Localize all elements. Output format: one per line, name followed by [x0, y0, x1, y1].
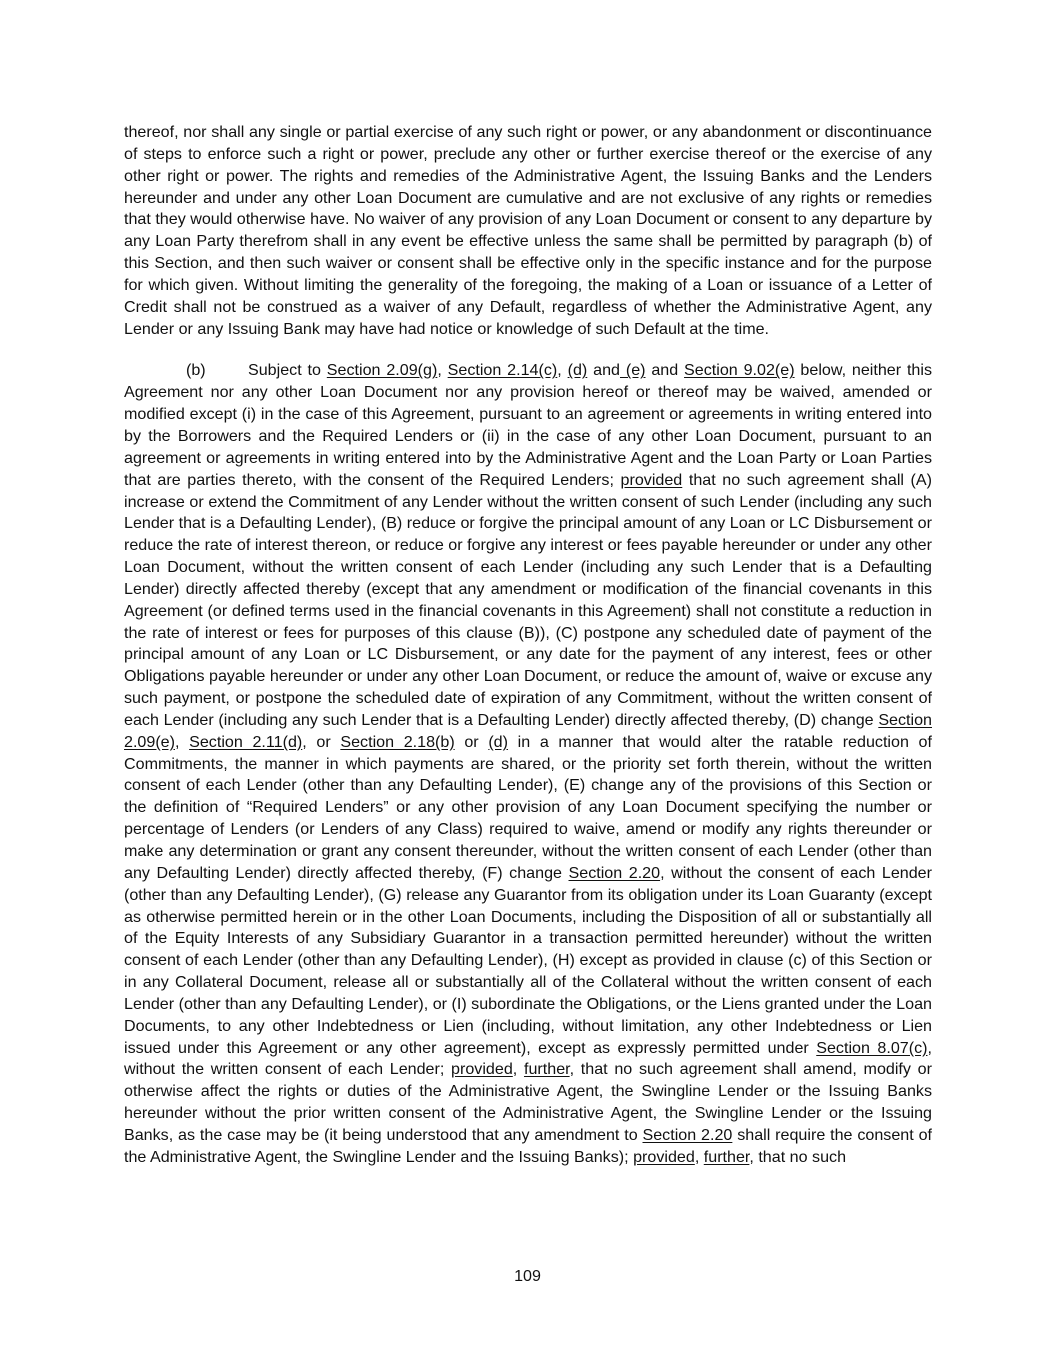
section-reference: Section 2.14(c): [447, 361, 558, 380]
section-reference: (d): [488, 732, 508, 751]
section-reference: Section 2.09(g): [326, 361, 438, 380]
text-run: , without the written consent of each Lender;: [124, 1038, 932, 1079]
text-run: Subject to: [248, 361, 327, 380]
proviso-term: provided: [620, 470, 683, 489]
text-run: ,: [175, 732, 190, 751]
proviso-term: provided: [633, 1147, 695, 1166]
section-reference: Section 2.18(b): [340, 732, 455, 751]
paragraph-number: (b): [186, 361, 206, 380]
text-run: , without the consent of each Lender (other than any Defaulting Lender), (G) release any Guarantor from its obligation under its Loan Guaranty (except as otherwise permitted herein or in the other Loan Documents, including the Disposition of all or substantially all of the Equity Interests of any Subsidiary Guarantor in a transaction permitted hereunder) without the written consent of each Lender (other than any Defaulting Lender), (H) except as provided in clause (c) of this Section or in any Collateral Document, release all or substantially all of the Collateral without the written consent of each Lender (other than any Defaulting Lender), or (I) subordinate the Obligations, or the Liens granted under the Loan Documents, to any other Indebtedness or Lien (including, without limitation, any other Indebtedness or Lien issued under this Agreement or any other agreement), except as expressly permitted under: [124, 863, 932, 1057]
section-reference: Section 2.09(e): [124, 710, 932, 751]
text-run: and: [587, 361, 620, 380]
text-run: or: [454, 732, 489, 751]
page-number: 109: [514, 1267, 541, 1285]
section-reference: Section 2.11(d): [189, 732, 303, 751]
text-run: ,: [512, 1060, 524, 1079]
document-page: [124, 122, 932, 1169]
section-reference: Section 8.07(c): [816, 1038, 928, 1057]
proviso-term: further: [703, 1147, 750, 1166]
proviso-term: further: [523, 1060, 570, 1079]
text-run: shall require the consent of the Administrative Agent, the Swingline Lender and the Issuing Banks);: [124, 1125, 932, 1166]
section-reference: Section 2.20: [568, 863, 661, 882]
section-reference: (e): [619, 361, 646, 380]
text-run: in a manner that would alter the ratable reduction of Commitments, the manner in which payments are shared, or the priority set forth therein, without the written consent of each Lender (other than any Defaulting Lender), (E) change any of the provisions of this Section or the definition of “Required Lenders” or any other provision of any Loan Document specifying the number or percentage of Lenders (or Lenders of any Class) required to waive, amend or modify any rights thereunder or make any determination or grant any consent thereunder, without the written consent of each Lender (other than any Defaulting Lender) directly affected thereby, (F) change: [124, 732, 932, 882]
text-run: , that no such agreement shall amend, modify or otherwise affect the rights or duties of the Administrative Agent, the Swingline Lender or the Issuing Banks hereunder without the prior written consent of the Administrative Agent, the Swingline Lender or the Issuing Banks, as the case may be (it being understood that any amendment to: [124, 1060, 932, 1144]
section-reference: (d): [567, 361, 588, 380]
text-run: ,: [437, 361, 448, 380]
text-run: , or: [302, 732, 341, 751]
text-run: ,: [557, 361, 568, 380]
proviso-term: provided: [451, 1060, 513, 1079]
text-run: , that no such: [749, 1147, 847, 1166]
section-reference: Section 2.20: [642, 1125, 733, 1144]
paragraph-a-continued: thereof, nor shall any single or partial exercise of any such right or power, or any abandonment or discontinuance of steps to enforce such a right or power, preclude any other or further exercise thereof or the exercise of any other right or power. The rights and remedies of the Administrative Agent, the Issuing Banks and the Lenders hereunder and under any other Loan Document are cumulative and are not exclusive of any rights or remedies that they would otherwise have. No waiver of any provision of any Loan Document or consent to any departure by any Loan Party therefrom shall in any event be effective unless the same shall be permitted by paragraph (b) of this Section, and then such waiver or consent shall be effective only in the specific instance and for the purpose for which given. Without limiting the generality of the foregoing, the making of a Loan or issuance of a Letter of Credit shall not be construed as a waiver of any Default, regardless of whether the Administrative Agent, any Lender or any Issuing Bank may have had notice or knowledge of such Default at the time.: [124, 123, 932, 338]
text-run: and: [645, 361, 685, 380]
text-run: below, neither this Agreement nor any other Loan Document nor any provision hereof or thereof may be waived, amended or modified except (i) in the case of this Agreement, pursuant to an agreement or agreements in writing entered into by the Borrowers and the Required Lenders or (ii) in the case of any other Loan Document, pursuant to an agreement or agreements in writing entered into by the Administrative Agent and the Loan Party or Loan Parties that are parties thereto, with the consent of the Required Lenders;: [124, 361, 932, 489]
text-run: ,: [694, 1147, 704, 1166]
text-run: that no such agreement shall (A) increase or extend the Commitment of any Lender without the written consent of such Lender (including any such Lender that is a Defaulting Lender), (B) reduce or forgive the principal amount of any Loan or LC Disbursement or reduce the rate of interest thereon, or reduce or forgive any interest or fees payable hereunder or under any other Loan Document, without the written consent of each Lender (including any such Lender that is a Defaulting Lender) directly affected thereby (except that any amendment or modification of the financial covenants in this Agreement (or defined terms used in the financial covenants in this Agreement) shall not constitute a reduction in the rate of interest or fees for purposes of this clause (B)), (C) postpone any scheduled date of payment of the principal amount of any Loan or LC Disbursement, or any date for the payment of any interest, fees or other Obligations payable hereunder or under any other Loan Document, or reduce the amount of, waive or excuse any such payment, or postpone the scheduled date of expiration of any Commitment, without the written consent of each Lender (including any such Lender that is a Defaulting Lender) directly affected thereby, (D) change: [124, 470, 933, 729]
section-reference: Section 9.02(e): [684, 361, 795, 380]
paragraph-b: [124, 360, 932, 1168]
